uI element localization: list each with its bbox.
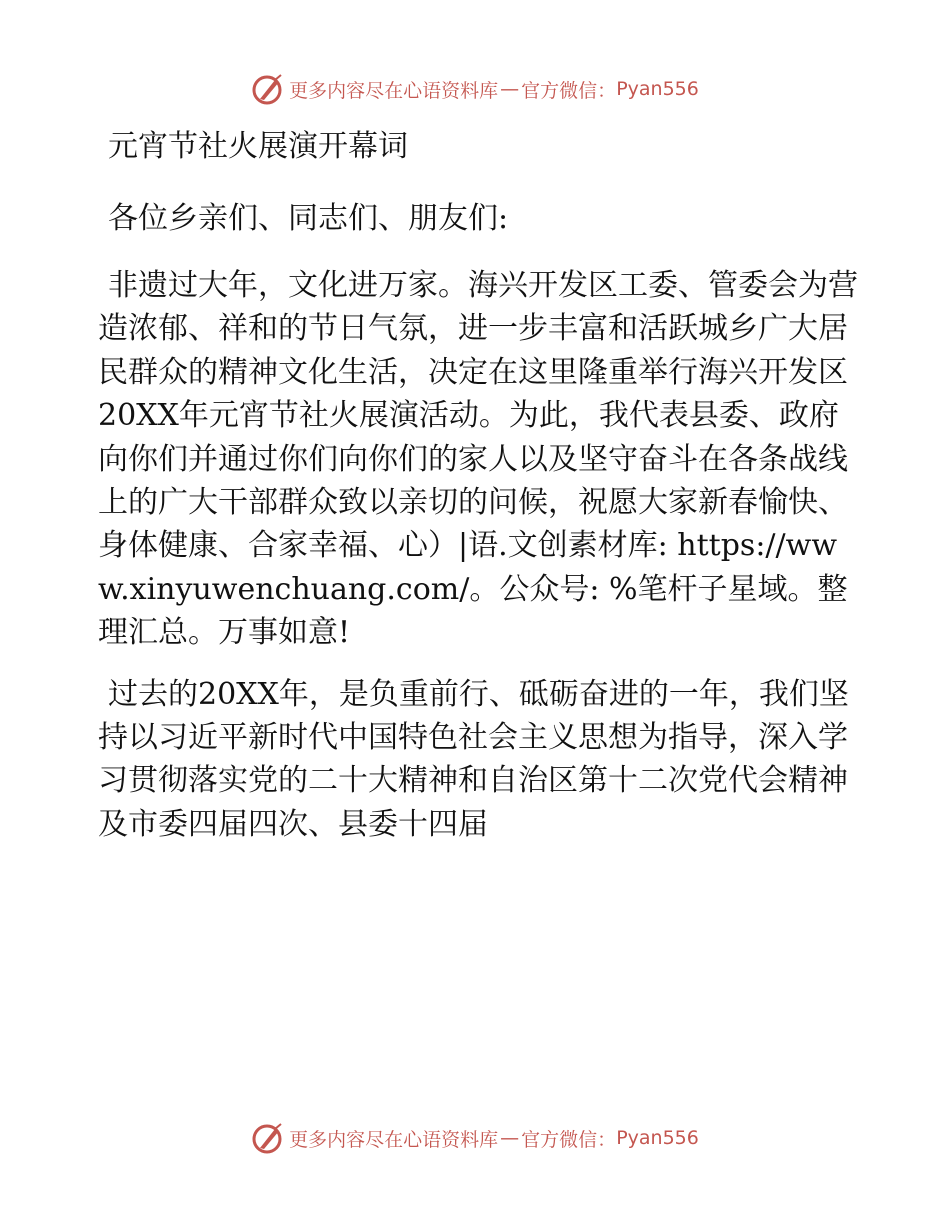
watermark-site: 更多内容尽在心语资料库 <box>289 79 499 102</box>
document-body <box>98 122 858 864</box>
watermark-site: 更多内容尽在心语资料库 <box>289 1128 499 1151</box>
quill-pen-icon <box>251 1121 285 1155</box>
paragraph: 过去的20XX年，是负重前行、砥砺奋进的一年，我们坚持以习近平新时代中国特色社会主义思想为指导，深入学习贯彻落实党的二十大精神和自治区第十二次党代会精神及市委四届四次、县委十四届 <box>98 676 849 842</box>
watermark-wechat-id: Pyan556 <box>616 78 699 100</box>
footer-watermark <box>0 1121 950 1155</box>
paragraph: 非遗过大年，文化进万家。海兴开发区工委、管委会为营造浓郁、祥和的节日气氛，进一步丰富和活跃城乡广大居民群众的精神文化生活，决定在这里隆重举行海兴开发区20XX年元宵节社火展演活动。为此，我代表县委、政府向你们并通过你们向你们的家人以及坚守奋斗在各条战线上的广大干部群众致以亲切的问候，祝愿大家新春愉快、身体健康、合家幸福、心）|语.文创素材库: https://www.xinyuwenchuang.com/。公众号: %笔杆子星域。整理汇总。万事如意! <box>98 268 858 651</box>
watermark-dash: — <box>500 78 520 100</box>
header-watermark <box>0 72 950 106</box>
watermark-dash: — <box>500 1127 520 1149</box>
greeting: 各位乡亲们、同志们、朋友们: <box>108 201 509 236</box>
watermark-wechat-label: 官方微信： <box>521 1128 617 1151</box>
quill-pen-icon <box>251 72 285 106</box>
watermark-wechat-label: 官方微信： <box>521 79 617 102</box>
watermark-wechat-id: Pyan556 <box>616 1127 699 1149</box>
document-title: 元宵节社火展演开幕词 <box>108 129 408 164</box>
